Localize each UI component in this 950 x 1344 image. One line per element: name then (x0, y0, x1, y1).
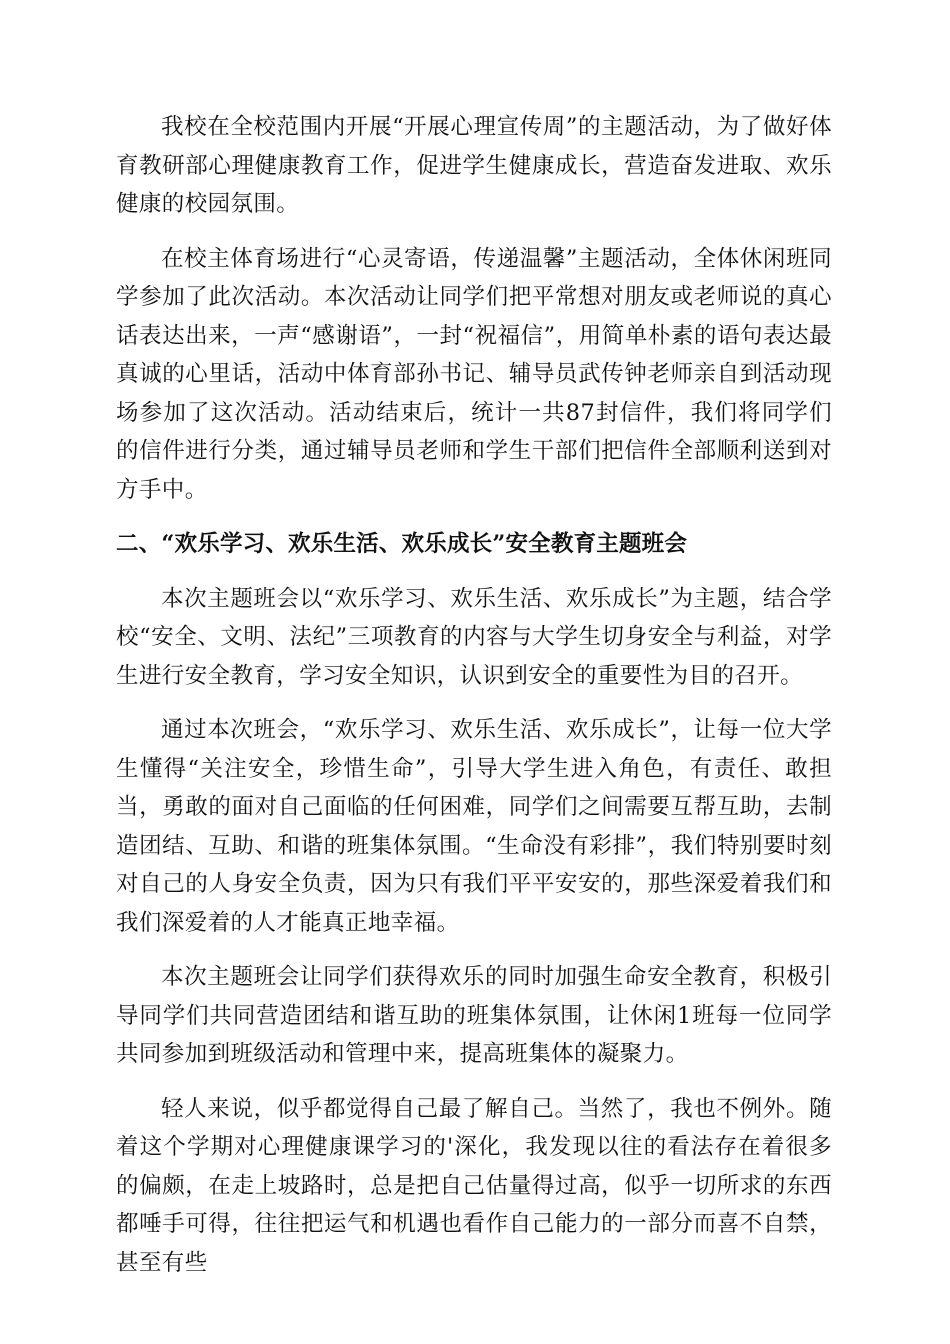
paragraph-class-meeting: 本次主题班会以“欢乐学习、欢乐生活、欢乐成长”为主题，结合学校“安全、文明、法纪”三项教育的内容与大学生切身安全与利益，对学生进行安全教育，学习安全知识，认识到安全的重要性为目的召开。 (116, 585, 832, 689)
paragraph-reflection: 轻人来说，似乎都觉得自己最了解自己。当然了，我也不例外。随着这个学期对心理健康课学习的'深化，我发现以往的看法存在着很多的偏颇，在走上坡路时，总是把自己估量得过高，似乎一切所求的东西都唾手可得，往往把运气和机遇也看作自己能力的一部分而喜不自禁，甚至有些 (116, 1095, 832, 1276)
section-heading: 二、“欢乐学习、欢乐生活、欢乐成长”安全教育主题班会 (116, 531, 688, 557)
paragraph-activity: 在校主体育场进行“心灵寄语，传递温馨”主题活动，全体休闲班同学参加了此次活动。本次活动让同学们把平常想对朋友或老师说的真心话表达出来，一声“感谢语”，一封“祝福信”，用简单朴素的语句表达最真诚的心里话，活动中体育部孙书记、辅导员武传钟老师亲自到活动现场参加了这次活动。活动结束后，统计一共87封信件，我们将同学们的信件进行分类，通过辅导员老师和学生干部们把信件全部顺利送到对方手中。 (116, 245, 832, 503)
document-body (116, 108, 832, 1298)
paragraph-safety: 通过本次班会，“欢乐学习、欢乐生活、欢乐成长”，让每一位大学生懂得“关注安全，珍惜生命”，引导大学生进入角色，有责任、敢担当，勇敢的面对自己面临的任何困难，同学们之间需要互帮互助，去制造团结、互助、和谐的班集体氛围。“生命没有彩排”，我们特别要时刻对自己的人身安全负责，因为只有我们平平安安的，那些深爱着我们和我们深爱着的人才能真正地幸福。 (116, 717, 832, 936)
paragraph-cohesion: 本次主题班会让同学们获得欢乐的同时加强生命安全教育，积极引导同学们共同营造团结和谐互助的班集体氛围，让休闲1班每一位同学共同参加到班级活动和管理中来，提高班集体的凝聚力。 (116, 964, 832, 1067)
paragraph-intro: 我校在全校范围内开展“开展心理宣传周”的主题活动，为了做好体育教研部心理健康教育工作，促进学生健康成长，营造奋发进取、欢乐健康的校园氛围。 (116, 114, 832, 217)
